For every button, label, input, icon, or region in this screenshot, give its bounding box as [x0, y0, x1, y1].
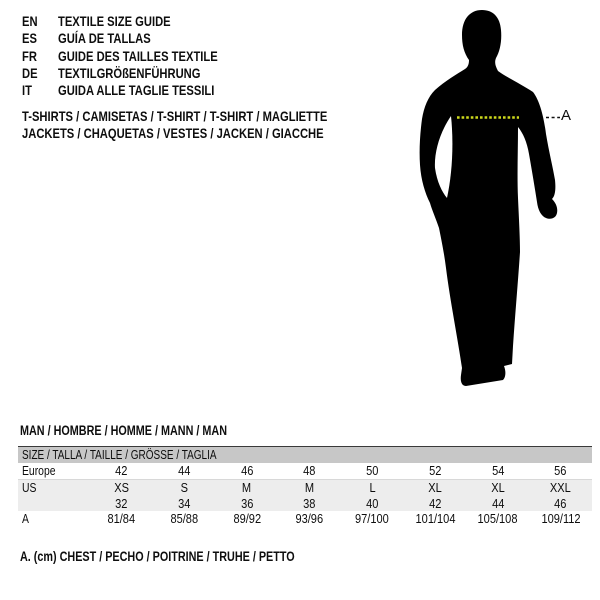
table-cell: 48: [303, 463, 316, 478]
row-label: Europe: [22, 463, 56, 478]
table-cell: 44: [177, 463, 191, 478]
garment-categories: [22, 108, 404, 141]
table-cell: M: [305, 480, 315, 495]
size-table-header-text: SIZE / TALLA / TAILLE / GRÖSSE / TAGLIA: [22, 448, 217, 462]
table-cell: XXL: [550, 480, 572, 495]
table-cell: S: [180, 480, 188, 495]
table-cell: 40: [366, 495, 379, 511]
table-cell: XS: [114, 480, 129, 495]
table-cell: M: [242, 480, 252, 495]
size-table: [18, 446, 592, 527]
language-row: [22, 13, 258, 30]
table-cell: 81/84: [107, 511, 136, 526]
table-cell: 109/112: [541, 511, 581, 526]
language-code: DE: [22, 64, 38, 81]
category-line-jackets: JACKETS / CHAQUETAS / VESTES / JACKEN / GIACCHE: [22, 124, 324, 141]
language-row: [22, 30, 258, 47]
table-cell: 105/108: [477, 511, 518, 526]
measure-label-a: A: [561, 107, 572, 124]
measurement-footnote: [20, 549, 363, 564]
row-label: US: [22, 480, 37, 495]
language-code: ES: [22, 30, 37, 47]
table-cell: 46: [554, 495, 567, 511]
section-heading-man: [20, 423, 279, 438]
table-row-europe: [18, 463, 592, 479]
language-row: [22, 48, 258, 65]
table-cell: 36: [240, 495, 254, 511]
guide-title: GUIDA ALLE TAGLIE TESSILI: [58, 82, 215, 99]
table-cell: 32: [115, 495, 128, 511]
table-cell: 54: [491, 463, 505, 478]
table-cell: 38: [303, 495, 316, 511]
section-heading-text: MAN / HOMBRE / HOMME / MANN / MAN: [20, 423, 227, 438]
table-cell: 42: [115, 463, 128, 478]
table-cell: 42: [428, 495, 442, 511]
table-cell: 97/100: [355, 511, 390, 526]
us-size-band: [18, 479, 592, 511]
language-code: EN: [22, 13, 38, 29]
table-cell: 89/92: [233, 511, 261, 526]
guide-title: TEXTILGRÖßENFÜHRUNG: [58, 64, 201, 81]
language-row: [22, 82, 258, 99]
size-table-header: [18, 447, 592, 463]
table-cell: 52: [428, 463, 442, 478]
table-cell: XL: [428, 480, 442, 495]
guide-title: GUÍA DE TALLAS: [58, 30, 151, 47]
table-cell: 101/104: [415, 511, 456, 526]
table-cell: L: [369, 480, 376, 495]
row-label: [18, 496, 90, 512]
table-cell: 44: [491, 495, 505, 511]
table-row-chest-a: [18, 511, 592, 527]
table-cell: XL: [491, 480, 505, 495]
man-silhouette-svg: [400, 0, 600, 400]
language-code: IT: [22, 82, 32, 99]
language-code: FR: [22, 47, 37, 64]
table-cell: 93/96: [295, 511, 324, 526]
table-cell: 34: [177, 495, 191, 511]
guide-title: TEXTILE SIZE GUIDE: [58, 13, 171, 29]
size-guide-figure: [400, 0, 600, 400]
table-cell: 46: [240, 463, 254, 478]
table-row-us-numeric: [18, 496, 592, 512]
language-row: [22, 65, 258, 82]
table-cell: 85/88: [170, 511, 198, 526]
table-cell: 50: [366, 463, 379, 478]
language-guide-list: [22, 13, 258, 99]
table-cell: 56: [554, 463, 567, 478]
guide-title: GUIDE DES TAILLES TEXTILE: [58, 47, 218, 64]
row-label: A: [22, 511, 29, 526]
category-line-tshirts: T-SHIRTS / CAMISETAS / T-SHIRT / T-SHIRT / MAGLIETTE: [22, 108, 328, 124]
man-silhouette: [420, 10, 558, 386]
table-row-us: [18, 480, 592, 496]
measurement-footnote-text: A. (cm) CHEST / PECHO / POITRINE / TRUHE / PETTO: [20, 549, 295, 564]
